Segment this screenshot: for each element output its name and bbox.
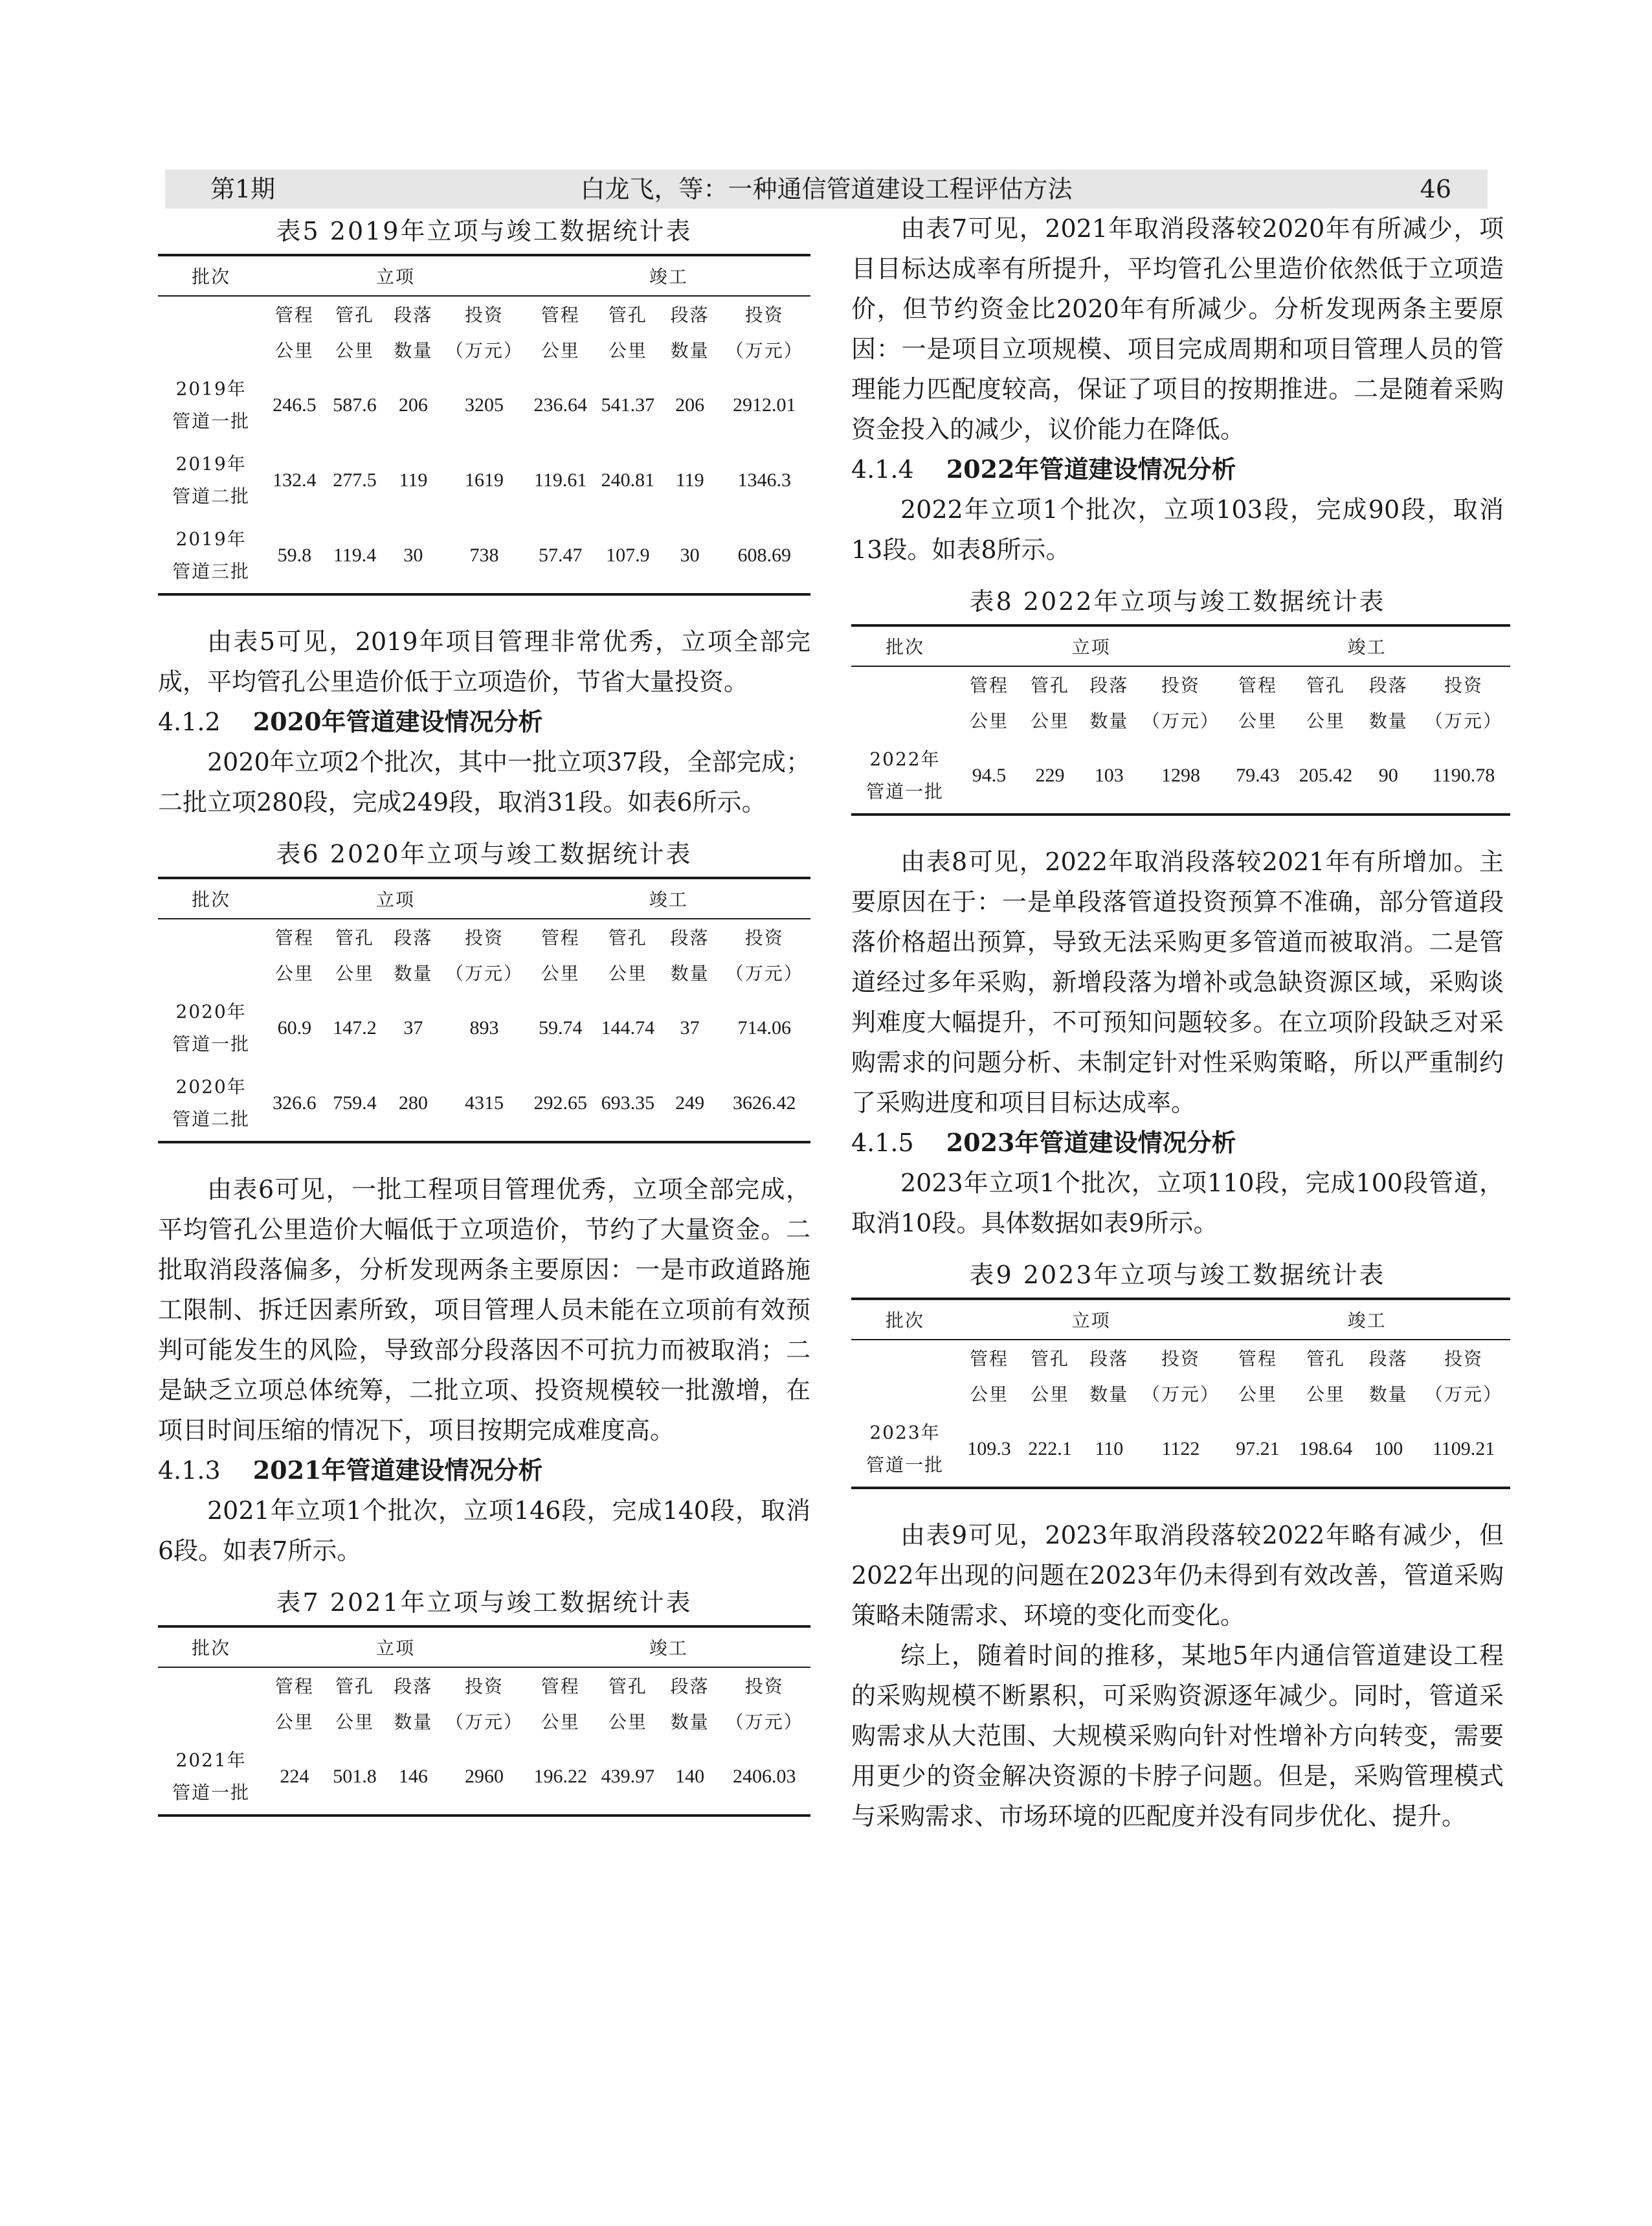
column-header: 管孔 <box>324 1667 385 1703</box>
batch-year: 2019年 <box>175 378 247 399</box>
paragraph: 2020年立项2个批次，其中一批立项37段，全部完成；二批立项280段，完成249段，取消31段。如表6所示。 <box>158 748 810 816</box>
table-cell: 693.35 <box>594 1066 662 1142</box>
header-jungong: 竣工 <box>1223 625 1510 666</box>
header-empty <box>851 666 959 702</box>
table-cell: 4315 <box>441 1066 526 1142</box>
column-header: 管程 <box>527 296 594 332</box>
column-header: 管孔 <box>1291 1340 1359 1375</box>
column-header: 公里 <box>274 1711 314 1733</box>
table-cell: 277.5 <box>333 469 377 491</box>
column-header: （万元） <box>725 340 803 361</box>
table-cell: 738 <box>441 518 526 594</box>
table-cell: 292.65 <box>527 1066 594 1142</box>
page-number: 46 <box>1420 175 1451 203</box>
table8-caption: 表8 2022年立项与竣工数据统计表 <box>969 587 1386 616</box>
column-header: 数量 <box>1089 1384 1129 1405</box>
section-title: 2023年管道建设情况分析 <box>946 1128 1236 1157</box>
table-cell: 107.9 <box>594 518 662 594</box>
table-header-row <box>158 878 810 919</box>
table-subheader-row <box>851 1375 1510 1411</box>
batch-cell <box>158 1739 264 1816</box>
column-header: 公里 <box>541 963 580 984</box>
table-cell: 37 <box>680 1017 700 1039</box>
column-header: 数量 <box>394 340 433 361</box>
running-header <box>165 170 1488 208</box>
header-batch: 批次 <box>158 878 264 919</box>
column-header: 公里 <box>541 340 580 361</box>
table-cell: 893 <box>469 1017 499 1039</box>
table-subheader-row <box>158 919 810 954</box>
section-title: 2020年管道建设情况分析 <box>252 707 543 736</box>
column-header: 公里 <box>969 1384 1009 1405</box>
column-header: 公里 <box>274 340 314 361</box>
batch-year: 2022年 <box>869 748 941 770</box>
table-row <box>158 1066 810 1142</box>
paragraph: 由表8可见，2022年取消段落较2021年有所增加。主要原因在于：一是单段落管道投资预算不准确，部分管道段落价格超出预算，导致无法采购更多管道而被取消。二是管道经过多年采购，新增段落为增补或急缺资源区域，采购谈判难度大幅提升，不可预知问题较多。在立项阶段缺乏对采购需求的问题分析、未制定针对性采购策略，所以严重制约了采购进度和项目目标达成率。 <box>851 848 1504 1117</box>
column-header: 管孔 <box>1291 666 1359 702</box>
table-cell: 147.2 <box>333 1017 377 1039</box>
column-header: 管程 <box>527 919 594 954</box>
section-heading-4-1-2 <box>158 702 810 742</box>
table-cell: 110 <box>1080 1411 1138 1488</box>
section-heading-4-1-5 <box>851 1123 1504 1163</box>
column-header: （万元） <box>1425 710 1503 732</box>
column-header: 数量 <box>670 963 709 984</box>
column-header: 数量 <box>1368 1384 1408 1405</box>
column-header: （万元） <box>725 1711 803 1733</box>
column-header: 公里 <box>1306 1384 1345 1405</box>
table-row <box>158 443 810 518</box>
table5 <box>158 254 810 596</box>
column-header: 管孔 <box>324 919 385 954</box>
batch-cell <box>851 738 959 815</box>
paragraph: 2023年立项1个批次，立项110段，完成100段管道，取消10段。具体数据如表9所示。 <box>851 1169 1504 1237</box>
column-header: 管孔 <box>594 919 662 954</box>
batch-cell <box>158 368 264 443</box>
header-lixiang: 立项 <box>264 878 526 919</box>
batch-year: 2020年 <box>175 1001 247 1022</box>
table-cell: 1346.3 <box>737 469 791 491</box>
column-header: 管程 <box>264 1667 324 1703</box>
table-row <box>851 1411 1510 1488</box>
table-row <box>158 991 810 1066</box>
batch-name: 管道一批 <box>865 1454 944 1476</box>
header-empty <box>158 296 264 332</box>
table-cell: 240.81 <box>601 469 655 491</box>
table-cell: 30 <box>662 518 719 594</box>
header-empty <box>851 1340 959 1375</box>
batch-year: 2023年 <box>869 1422 941 1443</box>
section-heading-4-1-3 <box>158 1450 810 1490</box>
table-cell: 1190.78 <box>1417 738 1510 815</box>
table-cell: 2406.03 <box>719 1739 811 1816</box>
table-subheader-row <box>158 1667 810 1703</box>
table-cell: 60.9 <box>277 1017 312 1039</box>
table6-caption: 表6 2020年立项与竣工数据统计表 <box>276 840 693 868</box>
table-cell: 90 <box>1360 738 1418 815</box>
table-subheader-row <box>158 954 810 991</box>
column-header: 公里 <box>335 340 375 361</box>
column-header: 投资 <box>1417 1340 1510 1375</box>
table-subheader-row <box>158 332 810 368</box>
table-cell: 714.06 <box>737 1017 791 1039</box>
left-column <box>158 208 810 1817</box>
column-header: 管程 <box>959 1340 1020 1375</box>
header-batch: 批次 <box>158 1626 264 1667</box>
table-header-row <box>158 255 810 296</box>
table-cell: 2960 <box>441 1739 526 1816</box>
table-row <box>158 1739 810 1816</box>
table-cell: 94.5 <box>959 738 1020 815</box>
header-batch: 批次 <box>851 625 959 666</box>
table-header-row <box>158 1626 810 1667</box>
column-header: 投资 <box>719 919 811 954</box>
paragraph: 由表7可见，2021年取消段落较2020年有所减少，项目目标达成率有所提升，平均管孔公里造价依然低于立项造价，但节约资金比2020年有所减少。分析发现两条主要原因：一是项目立项规模、项目完成周期和项目管理人员的管理能力匹配度较高，保证了项目的按期推进。二是随着采购资金投入的减少，议价能力在降低。 <box>851 214 1504 444</box>
column-header: 投资 <box>441 1667 526 1703</box>
table-cell: 3205 <box>464 394 504 416</box>
right-column <box>851 208 1504 1836</box>
section-number: 4.1.4 <box>851 455 914 484</box>
table-subheader-row <box>158 1703 810 1739</box>
header-lixiang: 立项 <box>959 625 1223 666</box>
column-header: 段落 <box>662 919 719 954</box>
batch-name: 管道一批 <box>172 410 251 432</box>
table-cell: 1619 <box>464 469 504 491</box>
table7-caption: 表7 2021年立项与竣工数据统计表 <box>276 1588 693 1617</box>
column-header: 段落 <box>1360 1340 1418 1375</box>
column-header: 数量 <box>1368 710 1408 732</box>
column-header: 管程 <box>1223 666 1291 702</box>
section-heading-4-1-4 <box>851 449 1504 489</box>
header-empty <box>158 332 264 368</box>
table-cell: 37 <box>403 1017 423 1039</box>
batch-name: 管道二批 <box>172 1108 251 1130</box>
issue-number: 第1期 <box>210 175 276 203</box>
table-cell: 1109.21 <box>1417 1411 1510 1488</box>
header-empty <box>158 919 264 954</box>
header-batch: 批次 <box>158 255 264 296</box>
column-header: 公里 <box>608 340 647 361</box>
table-cell: 206 <box>398 394 428 416</box>
column-header: 投资 <box>441 919 526 954</box>
table-cell: 198.64 <box>1291 1411 1359 1488</box>
column-header: 公里 <box>1031 1384 1070 1405</box>
table5-caption: 表5 2019年立项与竣工数据统计表 <box>276 217 693 245</box>
column-header: 公里 <box>335 1711 375 1733</box>
column-header: 管孔 <box>594 1667 662 1703</box>
column-header: 管程 <box>1223 1340 1291 1375</box>
column-header: 数量 <box>670 1711 709 1733</box>
column-header: 管孔 <box>1020 666 1080 702</box>
table-cell: 249 <box>662 1066 719 1142</box>
table-cell: 59.8 <box>264 518 324 594</box>
paragraph: 2021年立项1个批次，立项146段，完成140段，取消6段。如表7所示。 <box>158 1496 810 1565</box>
column-header: 数量 <box>394 1711 433 1733</box>
column-header: （万元） <box>445 1711 523 1733</box>
table-cell: 100 <box>1360 1411 1418 1488</box>
column-header: 公里 <box>608 963 647 984</box>
header-lixiang: 立项 <box>959 1299 1223 1340</box>
table-cell: 236.64 <box>533 394 587 416</box>
column-header: 公里 <box>541 1711 580 1733</box>
column-header: 公里 <box>274 963 314 984</box>
table-cell: 246.5 <box>273 394 317 416</box>
table-subheader-row <box>851 702 1510 738</box>
paragraph: 由表5可见，2019年项目管理非常优秀，立项全部完成，平均管孔公里造价低于立项造价，节省大量投资。 <box>158 627 810 696</box>
column-header: 段落 <box>662 1667 719 1703</box>
table-cell: 3626.42 <box>719 1066 811 1142</box>
column-header: 段落 <box>385 296 442 332</box>
table9 <box>851 1298 1510 1489</box>
table-cell: 109.3 <box>959 1411 1020 1488</box>
table-cell: 103 <box>1080 738 1138 815</box>
column-header: （万元） <box>1141 1384 1220 1405</box>
table-cell: 132.4 <box>273 469 317 491</box>
column-header: 公里 <box>969 710 1009 732</box>
table-header-row <box>851 625 1510 666</box>
table-cell: 196.22 <box>527 1739 594 1816</box>
column-header: 段落 <box>1080 1340 1138 1375</box>
table-cell: 1122 <box>1138 1411 1224 1488</box>
column-header: 数量 <box>670 340 709 361</box>
paragraph: 2022年立项1个批次，立项103段，完成90段，取消13段。如表8所示。 <box>851 495 1504 564</box>
batch-cell <box>158 443 264 518</box>
table-cell: 140 <box>662 1739 719 1816</box>
table-subheader-row <box>851 666 1510 702</box>
column-header: 数量 <box>394 963 433 984</box>
header-jungong: 竣工 <box>527 1626 810 1667</box>
table-cell: 205.42 <box>1291 738 1359 815</box>
table-row <box>158 518 810 594</box>
batch-cell <box>158 991 264 1066</box>
column-header: 段落 <box>1080 666 1138 702</box>
table-cell: 59.74 <box>538 1017 583 1039</box>
column-header: （万元） <box>725 963 803 984</box>
table-cell: 30 <box>385 518 442 594</box>
column-header: 公里 <box>1031 710 1070 732</box>
column-header: 管程 <box>264 296 324 332</box>
header-lixiang: 立项 <box>264 1626 526 1667</box>
batch-year: 2021年 <box>175 1749 247 1771</box>
column-header: 投资 <box>719 296 811 332</box>
header-jungong: 竣工 <box>1223 1299 1510 1340</box>
section-number: 4.1.5 <box>851 1129 914 1157</box>
table-cell: 206 <box>675 394 705 416</box>
column-header: （万元） <box>1425 1384 1503 1405</box>
paragraph: 由表9可见，2023年取消段落较2022年略有减少，但2022年出现的问题在2023年仍未得到有效改善，管道采购策略未随需求、环境的变化而变化。 <box>851 1521 1504 1630</box>
table-header-row <box>851 1299 1510 1340</box>
table-cell: 587.6 <box>333 394 377 416</box>
column-header: 段落 <box>1360 666 1418 702</box>
batch-name: 管道三批 <box>172 561 251 582</box>
column-header: 段落 <box>662 296 719 332</box>
section-number: 4.1.2 <box>158 708 221 736</box>
column-header: 管程 <box>527 1667 594 1703</box>
batch-name: 管道一批 <box>172 1782 251 1803</box>
table-cell: 222.1 <box>1020 1411 1080 1488</box>
header-jungong: 竣工 <box>527 878 810 919</box>
header-empty <box>851 1375 959 1411</box>
header-batch: 批次 <box>851 1299 959 1340</box>
section-number: 4.1.3 <box>158 1456 221 1485</box>
batch-cell <box>158 1066 264 1142</box>
column-header: 投资 <box>1138 666 1224 702</box>
header-jungong: 竣工 <box>527 255 810 296</box>
table-cell: 144.74 <box>601 1017 655 1039</box>
header-empty <box>158 1703 264 1739</box>
table-cell: 326.6 <box>264 1066 324 1142</box>
column-header: 公里 <box>608 1711 647 1733</box>
table8 <box>851 624 1510 816</box>
running-title: 白龙飞，等：一种通信管道建设工程评估方法 <box>580 175 1073 203</box>
header-empty <box>158 1667 264 1703</box>
table-cell: 2912.01 <box>733 394 796 416</box>
batch-year: 2019年 <box>175 528 247 550</box>
column-header: 管孔 <box>594 296 662 332</box>
paragraph: 综上，随着时间的推移，某地5年内通信管道建设工程的采购规模不断累积，可采购资源逐年减少。同时，管道采购需求从大范围、大规模采购向针对性增补方向转变，需要用更少的资金解决资源的卡脖子问题。但是，采购管理模式与采购需求、市场环境的匹配度并没有同步优化、提升。 <box>851 1641 1504 1830</box>
table-cell: 229 <box>1020 738 1080 815</box>
table-subheader-row <box>158 296 810 332</box>
table-cell: 1298 <box>1138 738 1224 815</box>
table-cell: 541.37 <box>601 394 655 416</box>
column-header: （万元） <box>1141 710 1220 732</box>
column-header: 管孔 <box>1020 1340 1080 1375</box>
batch-name: 管道一批 <box>865 781 944 802</box>
table9-caption: 表9 2023年立项与竣工数据统计表 <box>969 1261 1386 1289</box>
table-cell: 97.21 <box>1223 1411 1291 1488</box>
header-lixiang: 立项 <box>264 255 526 296</box>
table-cell: 119.4 <box>324 518 385 594</box>
column-header: 管程 <box>959 666 1020 702</box>
batch-cell <box>158 518 264 594</box>
table-cell: 146 <box>385 1739 442 1816</box>
table-cell: 439.97 <box>594 1739 662 1816</box>
table-cell: 57.47 <box>527 518 594 594</box>
paragraph: 由表6可见，一批工程项目管理优秀，立项全部完成，平均管孔公里造价大幅低于立项造价，节约了大量资金。二批取消段落偏多，分析发现两条主要原因：一是市政道路施工限制、拆迁因素所致，项目管理人员未能在立项前有效预判可能发生的风险，导致部分段落因不可抗力而被取消；二是缺乏立项总体统筹，二批立项、投资规模较一批激增，在项目时间压缩的情况下，项目按期完成难度高。 <box>158 1175 810 1445</box>
table7 <box>158 1625 810 1817</box>
header-empty <box>158 954 264 991</box>
table-cell: 119.61 <box>534 469 587 491</box>
batch-year: 2020年 <box>175 1076 247 1097</box>
column-header: 管孔 <box>324 296 385 332</box>
table-cell: 501.8 <box>324 1739 385 1816</box>
table-cell: 119 <box>399 469 428 491</box>
table-row <box>851 738 1510 815</box>
section-title: 2021年管道建设情况分析 <box>252 1456 543 1485</box>
table-subheader-row <box>851 1340 1510 1375</box>
column-header: 段落 <box>385 1667 442 1703</box>
column-header: 段落 <box>385 919 442 954</box>
table-cell: 79.43 <box>1223 738 1291 815</box>
table-cell: 759.4 <box>324 1066 385 1142</box>
column-header: 投资 <box>719 1667 811 1703</box>
table-cell: 608.69 <box>719 518 811 594</box>
batch-year: 2019年 <box>175 453 247 475</box>
column-header: 投资 <box>1138 1340 1224 1375</box>
column-header: 公里 <box>335 963 375 984</box>
column-header: （万元） <box>445 963 523 984</box>
table6 <box>158 877 810 1143</box>
column-header: 公里 <box>1238 1384 1277 1405</box>
batch-name: 管道二批 <box>172 486 251 507</box>
column-header: 管程 <box>264 919 324 954</box>
column-header: 公里 <box>1238 710 1277 732</box>
table-cell: 280 <box>385 1066 442 1142</box>
column-header: （万元） <box>445 340 523 361</box>
column-header: 投资 <box>441 296 526 332</box>
batch-name: 管道一批 <box>172 1033 251 1055</box>
column-header: 数量 <box>1089 710 1129 732</box>
batch-cell <box>851 1411 959 1488</box>
table-cell: 224 <box>264 1739 324 1816</box>
column-header: 公里 <box>1306 710 1345 732</box>
section-title: 2022年管道建设情况分析 <box>946 455 1236 484</box>
header-empty <box>851 702 959 738</box>
table-cell: 119 <box>675 469 704 491</box>
column-header: 投资 <box>1417 666 1510 702</box>
table-row <box>158 368 810 443</box>
